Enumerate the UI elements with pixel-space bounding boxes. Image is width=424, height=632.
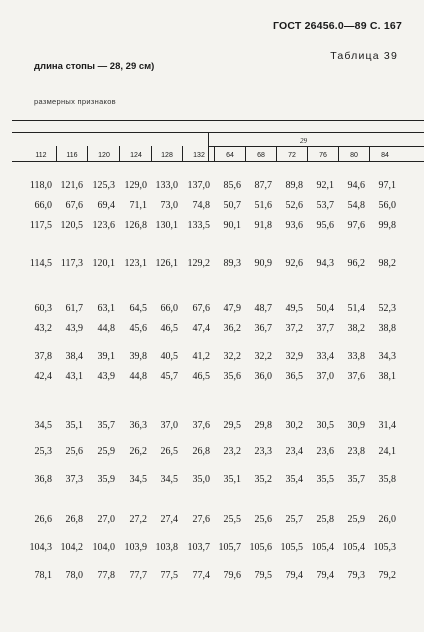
- table-cell: 30,2: [285, 420, 303, 431]
- table-cell: 36,8: [34, 474, 52, 485]
- table-row: [0, 542, 424, 556]
- table-cell: 79,4: [316, 570, 334, 581]
- table-cell: 25,6: [254, 514, 272, 525]
- table-row: [0, 303, 424, 317]
- table-cell: 30,9: [347, 420, 365, 431]
- table-cell: 35,1: [65, 420, 83, 431]
- table-cell: 35,5: [316, 474, 334, 485]
- table-cell: 91,8: [254, 220, 272, 231]
- table-cell: 121,6: [60, 180, 83, 191]
- table-cell: 37,6: [192, 420, 210, 431]
- table-row: [0, 323, 424, 337]
- table-cell: 38,2: [347, 323, 365, 334]
- table-cell: 33,8: [347, 351, 365, 362]
- column-header: 84: [381, 152, 389, 159]
- table-cell: 51,4: [347, 303, 365, 314]
- group-rule: [208, 146, 424, 147]
- table-cell: 103,9: [124, 542, 147, 553]
- table-cell: 27,2: [129, 514, 147, 525]
- table-cell: 23,8: [347, 446, 365, 457]
- table-cell: 114,5: [29, 258, 52, 269]
- table-cell: 35,2: [254, 474, 272, 485]
- column-header: 80: [350, 152, 358, 159]
- table-cell: 97,1: [378, 180, 396, 191]
- table-cell: 66,0: [160, 303, 178, 314]
- table-cell: 33,4: [316, 351, 334, 362]
- table-cell: 25,5: [223, 514, 241, 525]
- table-cell: 126,8: [124, 220, 147, 231]
- table-cell: 36,2: [223, 323, 241, 334]
- table-cell: 92,6: [285, 258, 303, 269]
- table-cell: 37,8: [34, 351, 52, 362]
- table-cell: 46,5: [160, 323, 178, 334]
- table-cell: 129,2: [187, 258, 210, 269]
- table-cell: 90,9: [254, 258, 272, 269]
- table-row: [0, 420, 424, 434]
- column-divider: [338, 146, 339, 161]
- table-cell: 126,1: [155, 258, 178, 269]
- table-cell: 104,2: [60, 542, 83, 553]
- table-subcaption: размерных признаков: [34, 97, 116, 106]
- table-cell: 24,1: [378, 446, 396, 457]
- table-cell: 103,7: [187, 542, 210, 553]
- column-divider: [56, 146, 57, 161]
- column-header: 112: [35, 152, 47, 159]
- table-cell: 34,5: [34, 420, 52, 431]
- table-cell: 79,2: [378, 570, 396, 581]
- table-cell: 104,0: [92, 542, 115, 553]
- table-cell: 36,3: [129, 420, 147, 431]
- table-cell: 79,5: [254, 570, 272, 581]
- table-cell: 36,7: [254, 323, 272, 334]
- table-cell: 99,8: [378, 220, 396, 231]
- table-cell: 37,2: [285, 323, 303, 334]
- table-cell: 77,7: [129, 570, 147, 581]
- table-cell: 133,0: [155, 180, 178, 191]
- table-cell: 78,1: [34, 570, 52, 581]
- table-cell: 37,0: [316, 371, 334, 382]
- table-cell: 51,6: [254, 200, 272, 211]
- table-cell: 61,7: [65, 303, 83, 314]
- table-cell: 37,7: [316, 323, 334, 334]
- table-cell: 43,2: [34, 323, 52, 334]
- header-bottom-rule: [12, 161, 424, 162]
- column-divider: [276, 146, 277, 161]
- column-header: 124: [130, 152, 142, 159]
- table-cell: 34,3: [378, 351, 396, 362]
- table-cell: 105,4: [311, 542, 334, 553]
- table-cell: 89,3: [223, 258, 241, 269]
- table-cell: 77,4: [192, 570, 210, 581]
- table-cell: 63,1: [97, 303, 115, 314]
- table-cell: 67,6: [192, 303, 210, 314]
- column-divider: [119, 146, 120, 161]
- column-divider: [307, 146, 308, 161]
- table-cell: 23,2: [223, 446, 241, 457]
- table-cell: 60,3: [34, 303, 52, 314]
- table-cell: 44,8: [129, 371, 147, 382]
- table-row: [0, 351, 424, 365]
- table-cell: 48,7: [254, 303, 272, 314]
- column-header: 128: [161, 152, 173, 159]
- column-divider: [245, 146, 246, 161]
- table-cell: 90,1: [223, 220, 241, 231]
- table-cell: 117,5: [29, 220, 52, 231]
- table-cell: 39,8: [129, 351, 147, 362]
- table-cell: 71,1: [129, 200, 147, 211]
- column-divider: [87, 146, 88, 161]
- table-cell: 36,5: [285, 371, 303, 382]
- table-cell: 35,9: [97, 474, 115, 485]
- table-row: [0, 371, 424, 385]
- table-cell: 45,6: [129, 323, 147, 334]
- table-cell: 35,7: [97, 420, 115, 431]
- table-row: [0, 446, 424, 460]
- table-cell: 37,3: [65, 474, 83, 485]
- table-cell: 32,9: [285, 351, 303, 362]
- table-row: [0, 514, 424, 528]
- table-cell: 89,8: [285, 180, 303, 191]
- table-cell: 27,6: [192, 514, 210, 525]
- table-cell: 105,5: [280, 542, 303, 553]
- table-cell: 42,4: [34, 371, 52, 382]
- column-header: 116: [66, 152, 78, 159]
- table-cell: 104,3: [29, 542, 52, 553]
- table-cell: 31,4: [378, 420, 396, 431]
- table-row: [0, 180, 424, 194]
- table-cell: 25,9: [347, 514, 365, 525]
- table-cell: 25,8: [316, 514, 334, 525]
- table-cell: 47,4: [192, 323, 210, 334]
- table-cell: 25,3: [34, 446, 52, 457]
- table-cell: 96,2: [347, 258, 365, 269]
- gost-reference: ГОСТ 26456.0—89 С. 167: [272, 20, 402, 32]
- table-cell: 38,4: [65, 351, 83, 362]
- table-cell: 77,5: [160, 570, 178, 581]
- table-caption: длина стопы — 28, 29 см): [34, 61, 155, 72]
- table-second-rule: [12, 132, 424, 133]
- table-row: [0, 200, 424, 214]
- table-cell: 43,9: [97, 371, 115, 382]
- table-cell: 35,0: [192, 474, 210, 485]
- column-header: 72: [288, 152, 296, 159]
- table-cell: 43,1: [65, 371, 83, 382]
- table-cell: 123,6: [92, 220, 115, 231]
- table-cell: 25,6: [65, 446, 83, 457]
- column-header: 64: [226, 152, 234, 159]
- table-cell: 43,9: [65, 323, 83, 334]
- table-cell: 35,8: [378, 474, 396, 485]
- group-label: 29: [300, 137, 307, 145]
- table-cell: 34,5: [129, 474, 147, 485]
- table-cell: 36,0: [254, 371, 272, 382]
- table-cell: 79,4: [285, 570, 303, 581]
- table-cell: 117,3: [60, 258, 83, 269]
- column-divider: [182, 146, 183, 161]
- table-cell: 35,1: [223, 474, 241, 485]
- table-cell: 66,0: [34, 200, 52, 211]
- table-cell: 105,7: [218, 542, 241, 553]
- table-cell: 41,2: [192, 351, 210, 362]
- table-cell: 79,3: [347, 570, 365, 581]
- table-cell: 53,7: [316, 200, 334, 211]
- table-row: [0, 570, 424, 584]
- table-cell: 47,9: [223, 303, 241, 314]
- table-cell: 50,4: [316, 303, 334, 314]
- table-cell: 129,0: [124, 180, 147, 191]
- table-cell: 49,5: [285, 303, 303, 314]
- table-cell: 64,5: [129, 303, 147, 314]
- table-cell: 27,4: [160, 514, 178, 525]
- table-cell: 74,8: [192, 200, 210, 211]
- table-number: Таблица 39: [330, 50, 398, 62]
- table-cell: 26,2: [129, 446, 147, 457]
- table-cell: 105,3: [373, 542, 396, 553]
- table-cell: 44,8: [97, 323, 115, 334]
- table-cell: 52,3: [378, 303, 396, 314]
- column-divider: [214, 146, 215, 161]
- table-cell: 87,7: [254, 180, 272, 191]
- table-cell: 37,0: [160, 420, 178, 431]
- table-cell: 26,8: [65, 514, 83, 525]
- table-cell: 34,5: [160, 474, 178, 485]
- column-header: 120: [98, 152, 110, 159]
- table-cell: 85,6: [223, 180, 241, 191]
- table-cell: 23,4: [285, 446, 303, 457]
- table-cell: 38,8: [378, 323, 396, 334]
- table-cell: 120,5: [60, 220, 83, 231]
- table-cell: 95,6: [316, 220, 334, 231]
- table-cell: 94,3: [316, 258, 334, 269]
- table-cell: 50,7: [223, 200, 241, 211]
- table-cell: 73,0: [160, 200, 178, 211]
- column-header: 68: [257, 152, 265, 159]
- table-cell: 79,6: [223, 570, 241, 581]
- table-cell: 23,3: [254, 446, 272, 457]
- table-cell: 39,1: [97, 351, 115, 362]
- table-cell: 56,0: [378, 200, 396, 211]
- table-cell: 78,0: [65, 570, 83, 581]
- table-cell: 93,6: [285, 220, 303, 231]
- table-cell: 103,8: [155, 542, 178, 553]
- table-cell: 118,0: [29, 180, 52, 191]
- table-cell: 26,0: [378, 514, 396, 525]
- table-cell: 38,1: [378, 371, 396, 382]
- table-cell: 23,6: [316, 446, 334, 457]
- table-cell: 105,6: [249, 542, 272, 553]
- table-cell: 46,5: [192, 371, 210, 382]
- table-cell: 35,7: [347, 474, 365, 485]
- table-cell: 130,1: [155, 220, 178, 231]
- column-divider: [151, 146, 152, 161]
- table-row: [0, 220, 424, 234]
- table-cell: 123,1: [124, 258, 147, 269]
- table-cell: 30,5: [316, 420, 334, 431]
- table-cell: 97,6: [347, 220, 365, 231]
- table-cell: 92,1: [316, 180, 334, 191]
- table-cell: 67,6: [65, 200, 83, 211]
- column-header: 132: [193, 152, 205, 159]
- column-divider: [369, 146, 370, 161]
- table-cell: 32,2: [223, 351, 241, 362]
- table-top-rule: [12, 120, 424, 121]
- table-cell: 52,6: [285, 200, 303, 211]
- table-cell: 26,6: [34, 514, 52, 525]
- table-cell: 69,4: [97, 200, 115, 211]
- table-cell: 40,5: [160, 351, 178, 362]
- table-row: [0, 258, 424, 272]
- table-cell: 98,2: [378, 258, 396, 269]
- table-cell: 26,5: [160, 446, 178, 457]
- table-cell: 94,6: [347, 180, 365, 191]
- table-cell: 54,8: [347, 200, 365, 211]
- column-header: 76: [319, 152, 327, 159]
- table-cell: 32,2: [254, 351, 272, 362]
- table-cell: 125,3: [92, 180, 115, 191]
- table-cell: 45,7: [160, 371, 178, 382]
- table-cell: 137,0: [187, 180, 210, 191]
- table-cell: 29,5: [223, 420, 241, 431]
- table-cell: 29,8: [254, 420, 272, 431]
- table-cell: 35,6: [223, 371, 241, 382]
- table-cell: 25,9: [97, 446, 115, 457]
- table-cell: 133,5: [187, 220, 210, 231]
- table-cell: 37,6: [347, 371, 365, 382]
- table-cell: 25,7: [285, 514, 303, 525]
- table-cell: 105,4: [342, 542, 365, 553]
- table-cell: 35,4: [285, 474, 303, 485]
- table-row: [0, 474, 424, 488]
- table-cell: 120,1: [92, 258, 115, 269]
- table-cell: 27,0: [97, 514, 115, 525]
- table-cell: 26,8: [192, 446, 210, 457]
- table-cell: 77,8: [97, 570, 115, 581]
